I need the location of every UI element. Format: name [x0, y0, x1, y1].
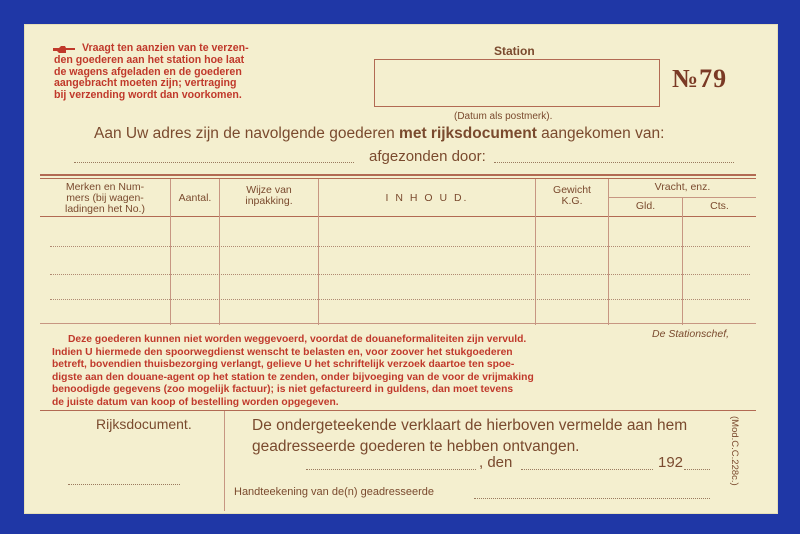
address-line-bold: met rijksdocument [399, 125, 537, 142]
notice-text [54, 43, 344, 102]
bottom-section-rule [40, 410, 756, 411]
header-merken [40, 182, 170, 215]
table-row[interactable] [50, 246, 750, 247]
header-wijze-line: inpakking. [245, 195, 293, 207]
header-merken-line: mers (bij wagen- [66, 192, 144, 204]
notice-line: bij verzending wordt dan voorkomen. [54, 89, 242, 102]
notice-line: aangebracht moeten zijn; vertraging [54, 77, 237, 90]
station-label: Station [494, 44, 535, 58]
column-divider [170, 179, 171, 325]
declaration-line: De ondergeteekende verklaart de hierboven vermelde aan hem [252, 417, 688, 434]
column-divider [219, 179, 220, 325]
form-number [672, 64, 727, 94]
model-code [728, 416, 742, 508]
declaration-text [252, 415, 732, 457]
header-gewicht [536, 185, 608, 207]
table-top-rule [40, 174, 756, 176]
column-divider [318, 179, 319, 325]
table-row[interactable] [50, 299, 750, 300]
notice-line: den goederen aan het station hoe laat [54, 53, 245, 66]
header-gld: Gld. [635, 200, 656, 212]
year-label: 192 [658, 454, 684, 471]
table-top-rule-thin [40, 178, 756, 179]
customs-warning [52, 334, 652, 410]
header-inhoud: I N H O U D. [385, 192, 469, 204]
number-prefix: № [672, 64, 700, 93]
column-divider [608, 179, 609, 325]
header-aantal: Aantal. [178, 192, 212, 204]
den-label: , den [479, 454, 513, 471]
warning-line: Indien U hiermede den spoorwegdienst wenscht te belasten en, voor zoover het stukgoederen [52, 346, 513, 358]
warning-line: betreft, bovendien thuisbezorging verlangt, gelieve U het schriftelijk verzoek daartoe ten spoe- [52, 359, 515, 371]
declaration-line: geadresseerde goederen te hebben ontvangen. [252, 438, 580, 455]
consignment-card [24, 24, 778, 514]
bottom-divider [224, 411, 225, 511]
rijksdocument-label: Rijksdocument. [96, 416, 192, 432]
address-line-start: Aan Uw adres zijn de navolgende goederen [94, 125, 400, 142]
station-stamp-box[interactable] [374, 59, 660, 107]
header-wijze [220, 185, 318, 207]
header-merken-line: ladingen het No.) [65, 203, 145, 215]
header-gewicht-line: Gewicht [553, 184, 591, 196]
rijksdocument-field[interactable] [68, 484, 180, 485]
warning-line: benoodigde gegevens (zoo mogelijk factuur); is niet gefactureerd in guldens, dan moet tevens [52, 384, 514, 396]
column-divider [535, 179, 536, 325]
date-field[interactable] [521, 469, 653, 470]
afgezonden-label: afgezonden door: [369, 148, 486, 165]
notice-line: de wagens afgeladen en de goederen [54, 65, 242, 78]
warning-line: digste aan den douane-agent op het station te zenden, onder bijvoeging van de voor de vrijmaking [52, 371, 534, 383]
datum-note: (Datum als postmerk). [454, 111, 553, 122]
header-cts: Cts. [710, 200, 729, 212]
stationschef-label: De Stationschef, [652, 328, 730, 340]
header-merken-line: Merken en Num- [65, 181, 145, 193]
address-line-end: aangekomen van: [536, 125, 665, 142]
model-code-text: (Mod.C.C.228c.) [729, 416, 740, 486]
signature-field[interactable] [474, 498, 710, 499]
header-bottom-rule [40, 216, 756, 217]
column-divider [682, 198, 683, 325]
table-row[interactable] [50, 274, 750, 275]
table-bottom-rule [40, 323, 756, 324]
header-gewicht-line: K.G. [561, 195, 583, 207]
header-wijze-line: Wijze van [246, 184, 292, 196]
warning-line: de juiste datum van koop of bestelling worden opgegeven. [52, 396, 339, 408]
signature-label: Handteekening van de(n) geadresseerde [234, 486, 434, 498]
year-field[interactable] [684, 469, 710, 470]
place-field[interactable] [306, 469, 476, 470]
address-line [94, 125, 664, 143]
sender-name-field[interactable] [494, 162, 734, 163]
warning-line: Deze goederen kunnen niet worden weggevoerd, voordat de douaneformaliteiten zijn vervuld. [68, 334, 527, 345]
number-value: 79 [699, 64, 728, 93]
header-vracht: Vracht, enz. [654, 181, 711, 193]
sender-origin-field[interactable] [74, 162, 354, 163]
notice-line: Vraagt ten aanzien van te verzen- [82, 42, 249, 54]
